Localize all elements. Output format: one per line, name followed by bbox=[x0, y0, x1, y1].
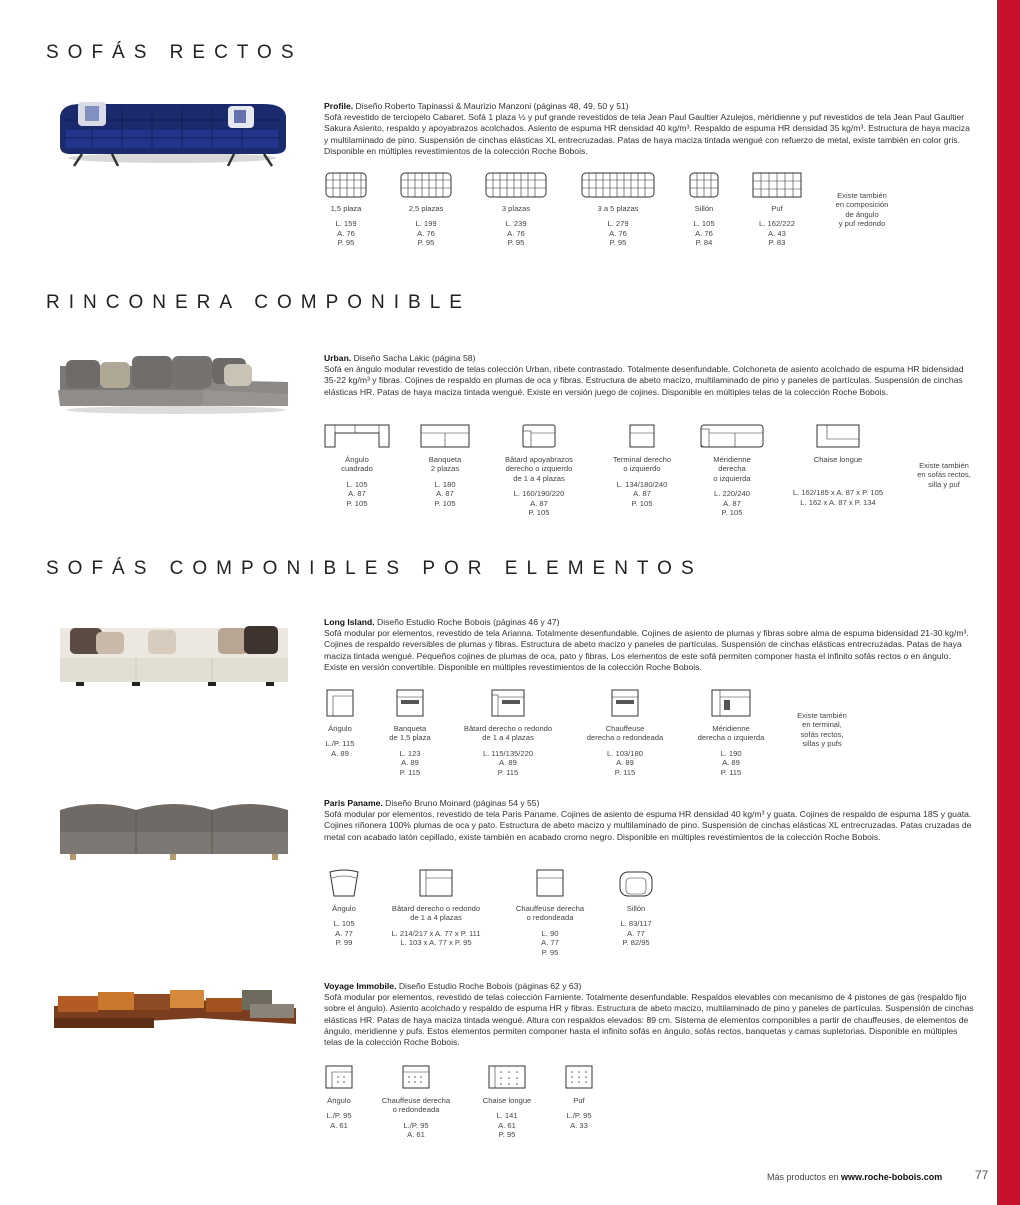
voyage-item-2-label: Chauffeuse derecha o redondeada bbox=[381, 1096, 451, 1115]
section-title-sofas-rectos: SOFÁS RECTOS bbox=[46, 42, 303, 63]
longisland-meridienne-icon bbox=[708, 686, 754, 720]
footer-text bbox=[767, 1172, 942, 1182]
urban-banqueta-icon bbox=[417, 421, 473, 451]
urban-item-2-dims: L. 180 A. 87 P. 105 bbox=[434, 479, 456, 508]
profile-item-5-dims: L. 105 A. 76 P. 84 bbox=[693, 219, 715, 248]
longisland-item-4 bbox=[580, 686, 670, 777]
voyage-item-1-label: Ángulo bbox=[327, 1096, 351, 1105]
profile-item-5-label: Sillón bbox=[694, 204, 714, 213]
urban-item-2-label: Banqueta 2 plazas bbox=[428, 455, 462, 474]
profile-sofa-photo bbox=[52, 96, 292, 172]
longisland-angulo-icon bbox=[323, 686, 357, 720]
urban-description bbox=[324, 353, 974, 398]
longisland-item-5 bbox=[690, 686, 772, 777]
profile-item-2-label: 2,5 plazas bbox=[408, 204, 444, 213]
longisland-batard-icon bbox=[488, 686, 528, 720]
profile-3-plazas-icon bbox=[483, 170, 549, 200]
urban-item-4 bbox=[604, 421, 680, 508]
voyage-chauffeuse-icon bbox=[399, 1062, 433, 1092]
urban-item-1-dims: L. 105 A. 87 P. 105 bbox=[346, 479, 368, 508]
profile-item-1-label: 1,5 plaza bbox=[330, 204, 362, 213]
voyage-item-2-dims: L./P. 95 A. 61 bbox=[403, 1120, 429, 1140]
longisland-chauffeuse-icon bbox=[608, 686, 642, 720]
parispaname-item-3 bbox=[508, 866, 592, 957]
urban-text: Diseño Sacha Lakic (página 58) Sofá en ángulo modular revestido de telas colección Urban, ribete contrastado. Totalmente desenfundable. Colchoneta de asiento acolchado de espuma HR bidensidad 35-22 kg/m³ y fibras. Cojines de respaldo en plumas de oca y fibras. Estructura de abeto macizo, multilaminado de pino y paneles de partículas. Suspensión de cinchas elásticas HR. Patas de haya maciza tintada wengué. Existe en versión juego de cojines. Disponible en múltiples telas de la colección Roche Bobois. bbox=[324, 353, 964, 397]
urban-item-2 bbox=[412, 421, 478, 508]
parispaname-item-4-label: Sillón bbox=[626, 904, 646, 913]
voyage-text: Diseño Estudio Roche Bobois (páginas 62 y 63) Sofá modular por elementos, revestido de telas colección Farniente. Totalmente desenfundable. Respaldos elevables con mecanismo de 4 pistones de gas (respaldo fijo sobre el ángulo). Asiento acolchado y respaldo de espuma HR y fibras. Estructura de abeto macizo, multilaminado de pino y paneles de partículas. Suspensión de cinchas elásticas HR. Patas de haya maciza tintada wengué. Altura con respaldos elevados: 89 cm. Sistema de elementos componibles a partir de chauffeuses, de elementos de ángulo, meridienne y pufs. Estos elementos permiten componer hasta el infinito sofás en ángulo, sofás rectos, banquetas y camas supletorias. Disponible en múltiples telas de la colección Roche Bobois. bbox=[324, 981, 974, 1048]
longisland-sofa-photo bbox=[56, 614, 292, 688]
profile-2-5-plazas-icon bbox=[398, 170, 454, 200]
profile-item-2 bbox=[396, 170, 456, 248]
voyage-sofa-photo bbox=[50, 978, 298, 1038]
longisland-item-1 bbox=[316, 686, 364, 758]
parispaname-sofa-photo bbox=[56, 796, 292, 866]
urban-note: Existe también en sofás rectos, silla y puf bbox=[917, 461, 971, 489]
parispaname-angulo-icon bbox=[324, 866, 364, 900]
voyage-item-3 bbox=[476, 1062, 538, 1140]
parispaname-item-2-dims: L. 214/217 x A. 77 x P. 111 L. 103 x A. 77 x P. 95 bbox=[391, 928, 481, 948]
longisland-item-2-dims: L. 123 A. 89 P. 115 bbox=[399, 748, 421, 777]
urban-item-3-label: Bâtard apoyabrazos derecho o izquierdo de 1 a 4 plazas bbox=[505, 455, 573, 483]
voyage-item-3-label: Chaise longue bbox=[482, 1096, 532, 1105]
profile-1-5-plaza-icon bbox=[323, 170, 369, 200]
parispaname-sillon-icon bbox=[616, 866, 656, 900]
voyage-item-4-dims: L./P. 95 A. 33 bbox=[566, 1111, 592, 1130]
page-number: 77 bbox=[975, 1168, 989, 1182]
accent-bar bbox=[997, 0, 1020, 1205]
profile-item-4-label: 3 a 5 plazas bbox=[597, 204, 639, 213]
longisland-item-3-dims: L. 115/135/220 A. 89 P. 115 bbox=[482, 748, 534, 777]
profile-item-2-dims: L. 199 A. 76 P. 95 bbox=[415, 219, 437, 248]
parispaname-description bbox=[324, 798, 974, 843]
voyage-item-1 bbox=[316, 1062, 362, 1130]
section-title-rinconera: RINCONERA COMPONIBLE bbox=[46, 292, 471, 313]
parispaname-text: Diseño Bruno Moinard (páginas 54 y 55) Sofá modular por elementos, revestido de tela Paris Paname. Cojines de asiento de espuma HR densidad 40 kg/m³ y guata. Cojines de respaldo de espuma 18S y guata. Cojines riñonera 100% plumas de oca y pato. Estructura de abeto macizo y multilaminado de pino. Suspensión de cinchas elásticas XL entrecruzadas. Patas cruzadas de metal con acabado latón cepillado, existe también en acabado cromo negro. Disponible en múltiples revestimientos de la colección Roche Bobois. bbox=[324, 798, 972, 842]
urban-item-1-label: Ángulo cuadrado bbox=[341, 455, 373, 474]
longisland-description bbox=[324, 617, 974, 673]
profile-description bbox=[324, 101, 974, 157]
profile-puf-icon bbox=[750, 170, 804, 200]
profile-text: Diseño Roberto Tapinassi & Maurizio Manzoni (páginas 48, 49, 50 y 51) Sofá revestido de terciopelo Cabaret. Sofá 1 plaza ½ y puf grande revestidos de tela Jean Paul Gaultier Azulejos, méridienne y puf revestidos de tela Jean Paul Gaultier Sakura Asiento, respaldo y apoyabrazos acolchados. Asiento de espuma HR densidad 40 kg/m³. Respaldo de espuma HR densidad 35 kg/m³. Estructura de haya maciza y multilaminado de pino. Suspensión de cinchas elásticas XL entrecruzadas. Patas de haya maciza tintada wengué con refuerzo de metal, existe también en color gris. Disponible en múltiples revestimientos de la colección Roche Bobois. bbox=[324, 101, 970, 156]
longisland-item-2-label: Banqueta de 1,5 plaza bbox=[389, 724, 431, 743]
parispaname-item-4-dims: L. 83/117 A. 77 P. 82/95 bbox=[620, 919, 652, 948]
longisland-name: Long Island. bbox=[324, 617, 375, 627]
urban-meridienne-icon bbox=[697, 421, 767, 451]
parispaname-item-3-dims: L. 90 A. 77 P. 95 bbox=[541, 928, 559, 957]
parispaname-item-2 bbox=[384, 866, 488, 948]
urban-item-3-dims: L. 160/190/220 A. 87 P. 105 bbox=[513, 489, 565, 518]
longisland-note: Existe también en terminal, sofás rectos, sillas y pufs bbox=[797, 711, 847, 749]
profile-3-a-5-plazas-icon bbox=[579, 170, 657, 200]
voyage-item-3-dims: L. 141 A. 61 P. 95 bbox=[496, 1111, 518, 1140]
urban-item-5-label: Méridienne derecha o izquierda bbox=[713, 455, 751, 483]
urban-item-5 bbox=[696, 421, 768, 517]
parispaname-item-2-label: Bâtard derecho o redondo de 1 a 4 plazas bbox=[391, 904, 481, 923]
urban-angulo-icon bbox=[321, 421, 393, 451]
footer-link[interactable]: www.roche-bobois.com bbox=[841, 1172, 943, 1182]
urban-item-6-dims: L. 162/185 x A. 87 x P. 105 L. 162 x A. 87 x P. 134 bbox=[792, 488, 884, 507]
urban-item-3 bbox=[496, 421, 582, 517]
profile-item-4 bbox=[578, 170, 658, 248]
parispaname-item-3-label: Chauffeuse derecha o redondeada bbox=[515, 904, 585, 923]
voyage-item-2 bbox=[376, 1062, 456, 1140]
parispaname-item-1 bbox=[320, 866, 368, 948]
profile-note: Existe también en composición de ángulo y puf redondo bbox=[835, 191, 889, 229]
parispaname-name: Paris Paname. bbox=[324, 798, 383, 808]
voyage-item-4 bbox=[556, 1062, 602, 1130]
longisland-item-4-label: Chauffeuse derecha o redondeada bbox=[586, 724, 664, 743]
urban-sofa-photo bbox=[56, 350, 294, 418]
profile-item-6-label: Puf bbox=[771, 204, 783, 213]
longisland-text: Diseño Estudio Roche Bobois (páginas 46 y 47) Sofá modular por elementos, revestido de tela Arianna. Totalmente desenfundable. Cojines de asiento de plumas y fibras sobre alma de espuma bidensidad 21-30 kg/m³. Cojines de respaldo reversibles de plumas y fibras. Estructura de abeto macizo y paneles de partículas. Suspensión de cinchas elásticas entrecruzadas. Patas de haya maciza tintada wengué. Pequeños cojines de plumas de oca, pato y fibras. Los elementos de este sofá permiten componer hasta el infinito sofás rectos o en ángulo. Existe en versión convertible. Disponible en múltiples revestimientos de la colección Roche Bobois. bbox=[324, 617, 969, 672]
profile-item-3 bbox=[482, 170, 550, 248]
profile-item-1-dims: L. 159 A. 76 P. 95 bbox=[335, 219, 357, 248]
voyage-name: Voyage Immobile. bbox=[324, 981, 397, 991]
voyage-puf-icon bbox=[562, 1062, 596, 1092]
profile-item-6 bbox=[748, 170, 806, 248]
parispaname-item-4 bbox=[612, 866, 660, 948]
urban-item-4-label: Terminal derecho o izquierdo bbox=[612, 455, 672, 474]
voyage-chaise-longue-icon bbox=[485, 1062, 529, 1092]
profile-sillon-icon bbox=[687, 170, 721, 200]
section-title-componibles: SOFÁS COMPONIBLES POR ELEMENTOS bbox=[46, 558, 703, 579]
longisland-item-3-label: Bâtard derecho o redondo de 1 a 4 plazas bbox=[463, 724, 553, 743]
profile-item-3-label: 3 plazas bbox=[501, 204, 531, 213]
urban-item-6-label: Chaise longue bbox=[813, 455, 863, 464]
longisland-item-5-label: Méridienne derecha o izquierda bbox=[697, 724, 765, 743]
urban-name: Urban. bbox=[324, 353, 352, 363]
urban-terminal-icon bbox=[626, 421, 658, 451]
voyage-item-1-dims: L./P. 95 A. 61 bbox=[326, 1111, 352, 1130]
longisland-item-4-dims: L. 103/180 A. 89 P. 115 bbox=[607, 748, 643, 777]
voyage-angulo-icon bbox=[322, 1062, 356, 1092]
longisland-item-2 bbox=[380, 686, 440, 777]
footer-prefix: Más productos en bbox=[767, 1172, 842, 1182]
urban-batard-icon bbox=[519, 421, 559, 451]
longisland-item-3 bbox=[458, 686, 558, 777]
longisland-banqueta-icon bbox=[393, 686, 427, 720]
urban-item-6 bbox=[784, 421, 892, 507]
urban-item-5-dims: L. 220/240 A. 87 P. 105 bbox=[714, 489, 750, 518]
voyage-item-4-label: Puf bbox=[573, 1096, 585, 1105]
urban-chaise-longue-icon bbox=[813, 421, 863, 451]
profile-item-1 bbox=[320, 170, 372, 248]
urban-item-1 bbox=[318, 421, 396, 508]
profile-item-4-dims: L. 279 A. 76 P. 95 bbox=[607, 219, 629, 248]
longisland-item-1-dims: L./P. 115 A. 89 bbox=[325, 739, 355, 758]
longisland-item-5-dims: L. 190 A. 89 P. 115 bbox=[720, 748, 742, 777]
voyage-description bbox=[324, 981, 974, 1048]
profile-item-6-dims: L. 162/222 A. 43 P. 83 bbox=[759, 219, 795, 248]
profile-name: Profile. bbox=[324, 101, 354, 111]
parispaname-chauffeuse-icon bbox=[533, 866, 567, 900]
parispaname-batard-icon bbox=[416, 866, 456, 900]
profile-item-5 bbox=[684, 170, 724, 248]
profile-item-3-dims: L. 239 A. 76 P. 95 bbox=[505, 219, 527, 248]
longisland-item-1-label: Ángulo bbox=[328, 724, 352, 733]
urban-item-4-dims: L. 134/180/240 A. 87 P. 105 bbox=[616, 479, 668, 508]
parispaname-item-1-dims: L. 105 A. 77 P. 99 bbox=[333, 919, 355, 948]
parispaname-item-1-label: Ángulo bbox=[332, 904, 356, 913]
